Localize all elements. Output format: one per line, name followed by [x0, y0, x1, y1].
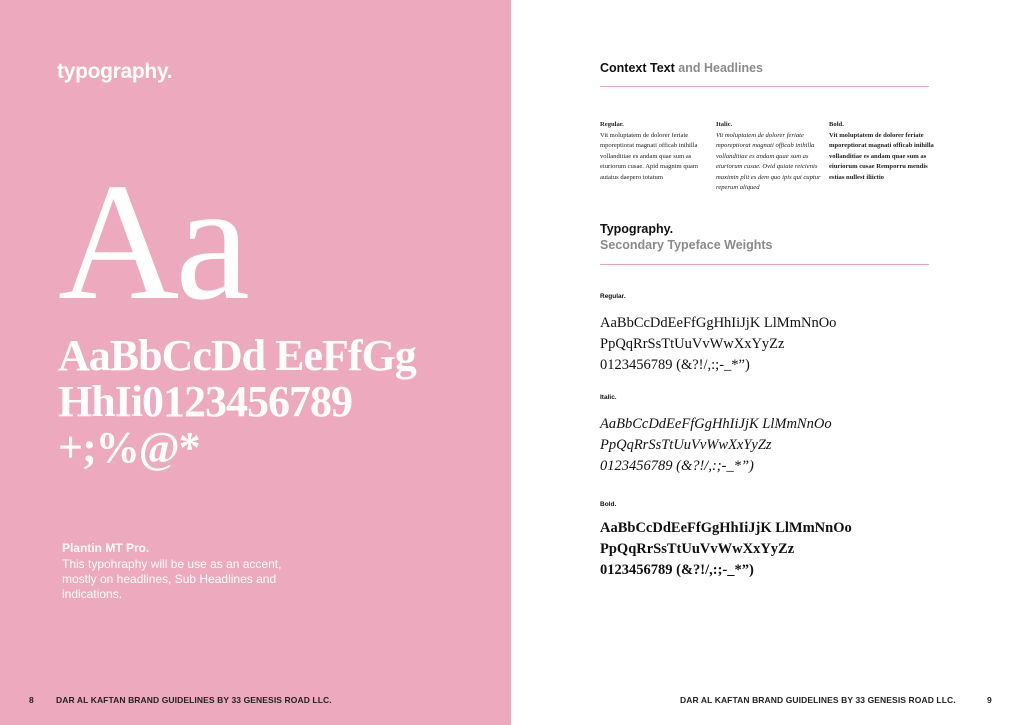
- right-page: [511, 0, 1024, 725]
- divider: [600, 264, 929, 265]
- sample-text: Vit moluptatem de dolorer feriate mporeptiorat magnati officab inihilla vollanditiae es andam quae sum as eiuriorum cusae. Ovid quiate reicienis maximin plit es dem quo ipis qui cuptur reperum aliqued: [716, 131, 821, 191]
- weight-sample-line: 0123456789 (&?!/,:;-_*”): [600, 357, 750, 373]
- sample-text: Vit moluptatem de dolorer feriate mporeptiorat magnati officab inihilla vollanditiae es andam quae sum as eiuriorum cusae Remporru mendis estias nullest iliictio: [829, 131, 934, 181]
- weight-sample-italic: [600, 414, 960, 477]
- context-heading-muted: and Headlines: [678, 61, 764, 75]
- footer-text: DAR AL KAFTAN BRAND GUIDELINES BY 33 GENESIS ROAD LLC.: [56, 695, 332, 705]
- typography-heading: Typography.: [600, 222, 674, 236]
- footer-text: DAR AL KAFTAN BRAND GUIDELINES BY 33 GENESIS ROAD LLC.: [680, 695, 956, 705]
- weight-sample-line: AaBbCcDdEeFfGgHhIiJjK LlMmNnOo: [600, 315, 837, 331]
- weight-label-regular: Regular.: [600, 293, 626, 300]
- large-specimen: Aa: [58, 149, 246, 335]
- weight-sample-line: PpQqRrSsTtUuVvWwXxYyZz: [600, 437, 772, 453]
- weight-sample-line: AaBbCcDdEeFfGgHhIiJjK LlMmNnOo: [600, 520, 852, 536]
- sample-italic: [716, 120, 824, 194]
- sample-text: Vit moluptatem de dolorer feriate mporeptiorat magnati officab inihilla vollanditiae es andam quae sum as eiuriorum cusae. Apid magnim quam autatus daepero totatum: [600, 131, 698, 181]
- specimen-line: AaBbCcDd EeFfGg: [58, 331, 416, 380]
- typography-subheading: Secondary Typeface Weights: [600, 238, 773, 252]
- specimen-line: +;%@*: [58, 423, 200, 472]
- weight-sample-regular: [600, 313, 960, 376]
- sample-bold: [829, 120, 937, 183]
- sample-label: Regular.: [600, 121, 624, 128]
- left-page: [0, 0, 511, 725]
- page-title: typography.: [57, 60, 173, 83]
- weight-label-italic: Italic.: [600, 394, 617, 401]
- weight-sample-line: AaBbCcDdEeFfGgHhIiJjK LlMmNnOo: [600, 416, 832, 432]
- weight-sample-line: PpQqRrSsTtUuVvWwXxYyZz: [600, 541, 795, 557]
- sample-regular: [600, 120, 708, 183]
- page-number: 9: [987, 695, 992, 705]
- font-name: Plantin MT Pro.: [62, 541, 150, 555]
- weight-sample-line: PpQqRrSsTtUuVvWwXxYyZz: [600, 336, 785, 352]
- weight-sample-line: 0123456789 (&?!/,:;-_*”): [600, 458, 754, 474]
- weight-sample-line: 0123456789 (&?!/,:;-_*”): [600, 562, 754, 578]
- specimen-line: HhIi0123456789: [58, 377, 353, 426]
- font-description: This typohraphy will be use as an accent, mostly on headlines, Sub Headlines and indications.: [62, 557, 282, 601]
- context-heading: [600, 61, 763, 75]
- page-number: 8: [29, 695, 34, 705]
- sample-label: Italic.: [716, 121, 733, 128]
- weight-label-bold: Bold.: [600, 501, 617, 508]
- context-heading-strong: Context Text: [600, 61, 675, 75]
- weight-sample-bold: [600, 518, 960, 581]
- divider: [600, 86, 929, 87]
- sample-label: Bold.: [829, 121, 844, 128]
